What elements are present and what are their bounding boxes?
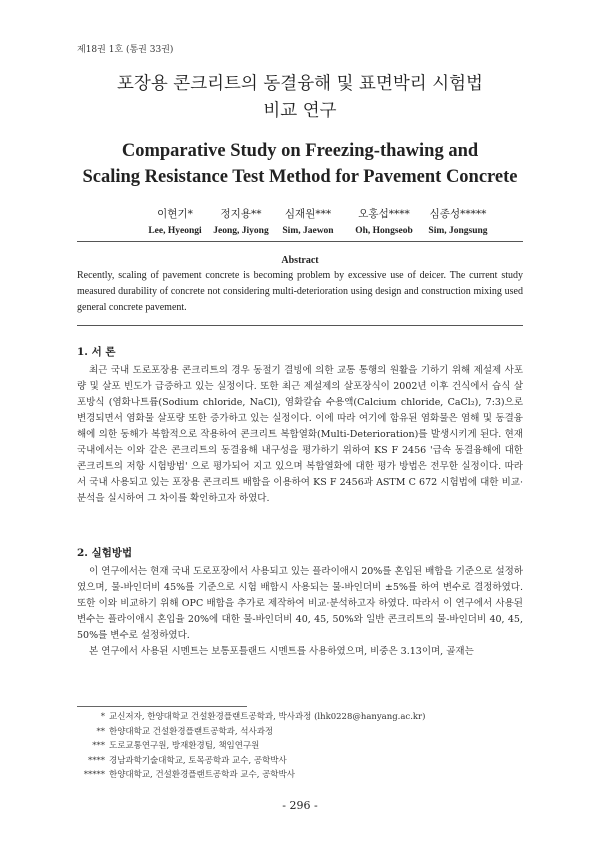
abstract-text: Recently, scaling of pavement concrete is becoming problem by excessive use of deicer. The current study measured durability of concrete not considering multi-deterioration using design and construction mixing used general concrete pavement.	[77, 270, 523, 313]
footnote: **** 경남과학기술대학교, 토목공학과 교수, 공학박사	[88, 755, 287, 766]
korean-title-line-1: 포장용 콘크리트의 동결융해 및 표면박리 시험법	[117, 74, 483, 94]
footnote-divider	[77, 706, 247, 707]
author-name-korean: 이현기*	[157, 208, 193, 220]
english-title-line-1: Comparative Study on Freezing-thawing and	[121, 141, 479, 161]
section-heading-introduction: 1. 서 론	[77, 346, 116, 358]
methods-paragraph-1: 이 연구에서는 현재 국내 도로포장에서 사용되고 있는 플라이애시 20%를 혼입된 배합을 기준으로 설정하였으며, 물-바인더비 45%를 기준으로 시험 배합시 사용되는 물-바인더비 ±5%를 하여 변수로 결정하였다. 또한 이와 비교하기 위해 OPC 배합을 추가로 제작하여 비교·분석하고자 하였다. 따라서 이 연구에서 사용된 변수는 플라이애시 혼입율 20%에 대한 물-바인더비 40, 45, 50%와 일반 콘크리트의 물-바인더비 40, 45, 50%를 변수로 설정하였다.	[77, 566, 523, 641]
author-name-english: Oh, Hongseob	[355, 226, 413, 236]
author-name-english: Lee, Hyeongi	[148, 226, 202, 236]
author-name-korean: 심종성*****	[429, 208, 487, 220]
author-name-korean: 오홍섭****	[358, 208, 410, 220]
footnote: ***** 한양대학교, 건설환경플랜트공학과 교수, 공학박사	[83, 770, 295, 780]
abstract-heading: Abstract	[281, 255, 319, 266]
author-name-korean: 정지용**	[220, 208, 262, 220]
page-number: - 296 -	[282, 799, 318, 812]
english-title-line-2: Scaling Resistance Test Method for Pavement Concrete	[82, 167, 518, 187]
footnote: * 교신저자, 한양대학교 건설환경플랜트공학과, 박사과정 (lhk0228@hanyang.ac.kr)	[100, 712, 426, 722]
section-heading-methods: 2. 실험방법	[77, 547, 133, 559]
footnote: ** 한양대학교 건설환경플랜트공학과, 석사과정	[96, 726, 274, 737]
running-head: 제18권 1호 (통권 33권)	[77, 45, 174, 55]
footnote: *** 도로교통연구원, 방재환경팀, 책임연구원	[92, 741, 260, 751]
abstract-divider	[77, 325, 523, 326]
korean-title-line-2: 비교 연구	[263, 101, 337, 121]
header-divider	[77, 241, 523, 242]
author-name-english: Jeong, Jiyong	[213, 226, 269, 236]
author-name-english: Sim, Jongsung	[428, 226, 488, 236]
methods-paragraph-2: 본 연구에서 사용된 시멘트는 보통포틀랜드 시멘트를 사용하였으며, 비중은 3.13이며, 골재는	[89, 646, 474, 657]
author-name-english: Sim, Jaewon	[282, 226, 334, 236]
introduction-paragraph: 최근 국내 도로포장용 콘크리트의 경우 동절기 결빙에 의한 교통 통행의 원활을 기하기 위해 제설제 사포량 및 살포 빈도가 급증하고 있는 실정이다. 또한 최근 제설제의 살포장식이 2002년 이후 건식에서 습식 살포방식 (염화나트륨(Sodium chloride, NaCl), 염화칼슘 수용액(Calcium chloride, CaCl₂), 7:3)으로 변경되면서 염화물 살포량 또한 증가하고 있는 실정이다. 이에 따라 여기에 함유된 염화물은 염해 및 동결융해에 의한 동해가 복합적으로 작용하여 콘크리트 복합열화(Multi-Deterioration)를 발생시키게 된다. 현재 국내에서는 이와 같은 콘크리트의 동결융해 내구성을 평가하기 위하여 KS F 2456 '급속 동결융해에 대한 콘크리트의 저항 시험방법' 으로 평가되어 지고 있으며 복합열화에 대한 평가 방법은 전무한 실정이다. 따라서 국내 사용되고 있는 포장용 콘크리트 배합을 이용하여 KS F 2456과 ASTM C 672 시험법에 대한 비교·분석을 실시하여 그 차이를 확인하고자 하였다.	[77, 365, 523, 504]
footnotes	[77, 710, 523, 783]
author-name-korean: 심재원***	[284, 208, 332, 220]
author	[393, 206, 523, 236]
